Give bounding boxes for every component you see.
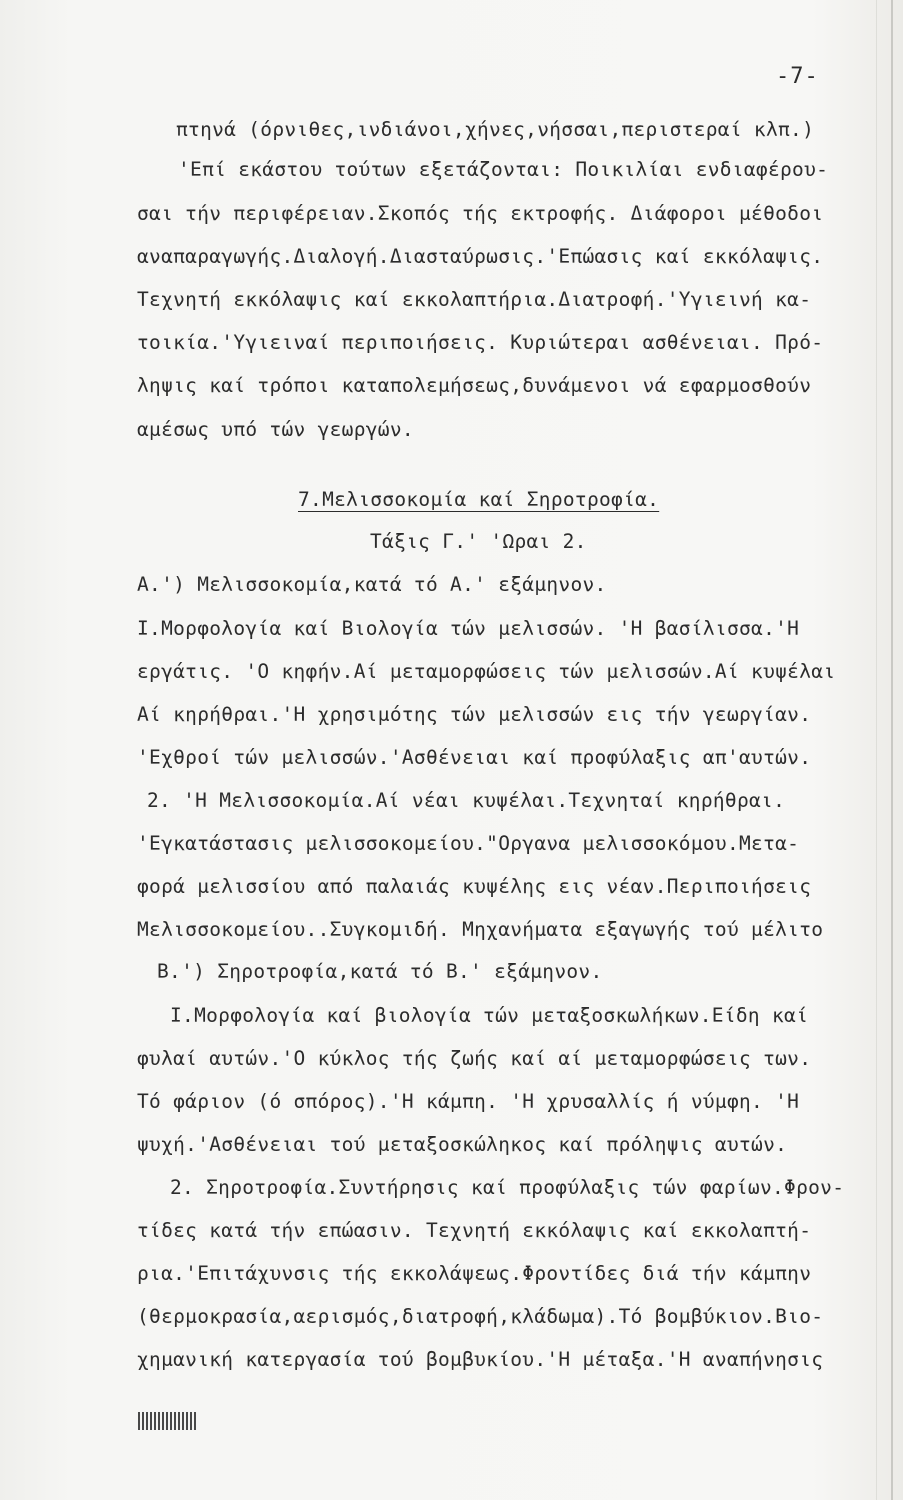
text-line-3: σαι τήν περιφέρειαν.Σκοπός τής εκτροφής. Διάφοροι μέθοδοι: [137, 202, 824, 225]
text-line-2: 'Επί εκάστου τούτων εξετάζονται: Ποικιλίαι ενδιαφέρου-: [178, 158, 829, 181]
text-line-25: ρια.'Επιτάχυνσις τής εκκολάψεως.Φροντίδες διά τήν κάμπην: [137, 1262, 812, 1285]
section-title: 7.Μελισσοκομία καί Σηροτροφία.: [298, 488, 660, 511]
text-line-6: τοικία.'Υγιειναί περιποιήσεις. Κυριώτεραι ασθένειαι. Πρό-: [137, 331, 824, 354]
text-line-17: Μελισσοκομείου..Συγκομιδή. Μηχανήματα εξαγωγής τού μέλιτο: [137, 918, 824, 941]
page-edge-inner: [876, 0, 877, 1500]
typed-overstrike-mark: [138, 1412, 198, 1430]
subsection-a-heading: Α.') Μελισσοκομία,κατά τό Α.' εξάμηνον.: [137, 573, 607, 596]
text-line-23: 2. Σηροτροφία.Συντήρησις καί προφύλαξις τών φαρίων.Φρον-: [170, 1176, 845, 1199]
text-line-4: αναπαραγωγής.Διαλογή.Διασταύρωσις.'Επώασις καί εκκόλαψις.: [137, 245, 824, 268]
text-line-19: Ι.Μορφολογία καί βιολογία τών μεταξοσκωλήκων.Είδη καί: [170, 1004, 809, 1027]
text-line-8: αμέσως υπό τών γεωργών.: [137, 418, 414, 441]
text-line-21: Τό φάριον (ό σπόρος).'Η κάμπη. 'Η χρυσαλλίς ή νύμφη. 'Η: [137, 1090, 800, 1113]
subsection-b-heading: Β.') Σηροτροφία,κατά τό Β.' εξάμηνον.: [157, 960, 603, 983]
text-line-20: φυλαί αυτών.'Ο κύκλος τής ζωής καί αί μεταμορφώσεις των.: [137, 1047, 812, 1070]
text-line-15: 'Εγκατάστασις μελισσοκομείου."Οργανα μελισσοκόμου.Μετα-: [137, 832, 800, 855]
text-line-7: ληψις καί τρόποι καταπολεμήσεως,δυνάμενοι νά εφαρμοσθούν: [137, 374, 812, 397]
text-line-26: (θερμοκρασία,αερισμός,διατροφή,κλάδωμα).Τό βομβύκιον.Βιο-: [137, 1305, 824, 1328]
text-line-5: Τεχνητή εκκόλαψις καί εκκολαπτήρια.Διατροφή.'Υγιεινή κα-: [137, 288, 812, 311]
text-line-10: Ι.Μορφολογία καί Βιολογία τών μελισσών. 'Η βασίλισσα.'Η: [137, 617, 800, 640]
text-line-16: φορά μελισσίου από παλαιάς κυψέλης εις νέαν.Περιποιήσεις: [137, 875, 812, 898]
page-edge: [891, 0, 893, 1500]
text-line-11: εργάτις. 'Ο κηφήν.Αί μεταμορφώσεις τών μελισσών.Αί κυψέλαι: [137, 660, 836, 683]
text-line-12: Αί κηρήθραι.'Η χρησιμότης τών μελισσών εις τήν γεωργίαν.: [137, 703, 812, 726]
text-line-14: 2. 'Η Μελισσοκομία.Αί νέαι κυψέλαι.Τεχνηταί κηρήθραι.: [147, 789, 786, 812]
page-number: -7-: [776, 64, 819, 89]
class-hours: Τάξις Γ.' 'Ωραι 2.: [370, 530, 587, 553]
text-line-27: χημανική κατεργασία τού βομβυκίου.'Η μέταξα.'Η αναπήνησις: [137, 1348, 824, 1371]
text-line-1: πτηνά (όρνιθες,ινδιάνοι,χήνες,νήσσαι,περιστεραί κλπ.): [176, 118, 815, 141]
text-line-24: τίδες κατά τήν επώασιν. Τεχνητή εκκόλαψις καί εκκολαπτή-: [137, 1219, 812, 1242]
text-line-22: ψυχή.'Ασθένειαι τού μεταξοσκώληκος καί πρόληψις αυτών.: [137, 1133, 788, 1156]
text-line-13: 'Εχθροί τών μελισσών.'Ασθένειαι καί προφύλαξις απ'αυτών.: [137, 746, 812, 769]
